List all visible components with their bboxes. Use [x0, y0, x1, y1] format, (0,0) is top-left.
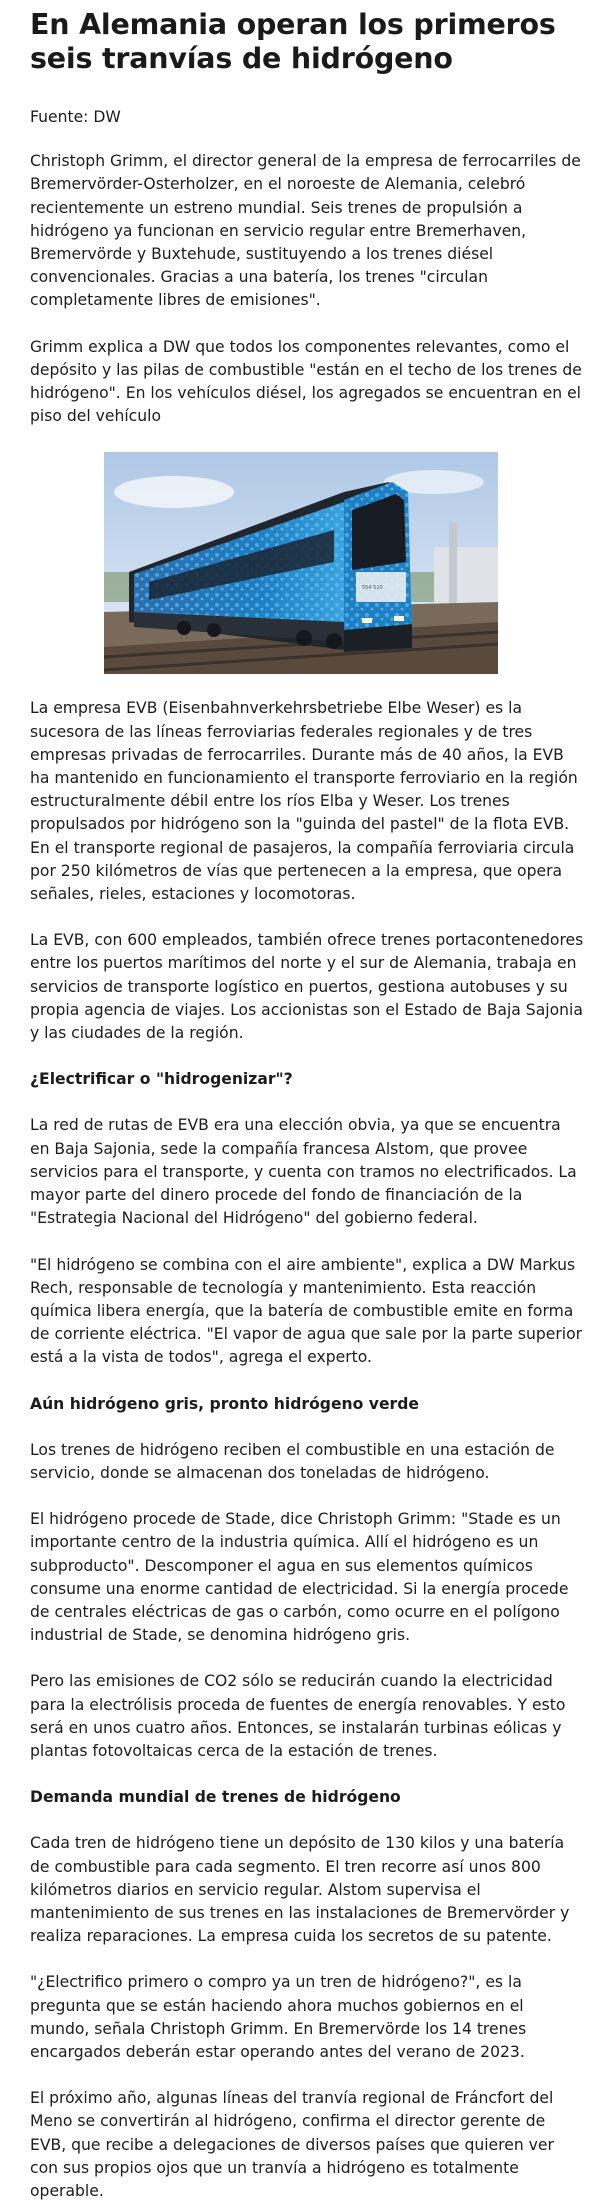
- article-paragraph: La empresa EVB (Eisenbahnverkehrsbetriebe Elbe Weser) es la sucesora de las líneas ferroviarias federales regionales y de tres empresas privadas de ferrocarriles. Durante más de 40 años, la EVB ha mantenido en funcionamiento el transporte ferroviario en la región estructuralmente débil entre los ríos Elba y Weser. Los trenes propulsados por hidrógeno son la "guinda del pastel" de la flota EVB. En el transporte regional de pasajeros, la compañía ferroviaria circula por 250 kilómetros de vías que pertenecen a la empresa, que opera señales, rieles, estaciones y locomotoras.: [30, 699, 578, 904]
- article-paragraph: Pero las emisiones de CO2 sólo se reducirán cuando la electricidad para la electrólisis proceda de fuentes de energía renovables. Y esto será en unos cuatro años. Entonces, se instalarán turbinas eólicas y plantas fotovoltaicas cerca de la estación de trenes.: [30, 1672, 566, 1760]
- article-paragraph: El próximo año, algunas líneas del tranvía regional de Fráncfort del Meno se convertirán al hidrógeno, confirma el director gerente de EVB, que recibe a delegaciones de diversos países que quieren ver con sus propios ojos que un tranvía a hidrógeno es totalmente operable.: [30, 2089, 554, 2200]
- article-title: En Alemania operan los primeros seis tranvías de hidrógeno: [30, 8, 556, 75]
- article-source: Fuente: DW: [30, 108, 121, 126]
- article-paragraph: El hidrógeno procede de Stade, dice Christoph Grimm: "Stade es un importante centro de la industria química. Allí el hidrógeno es un subproducto". Descomponer el agua en sus elementos químicos consume una enorme cantidad de electricidad. Si la energía procede de centrales eléctricas de gas o carbón, como ocurre en el polígono industrial de Stade, se denomina hidrógeno gris.: [30, 1510, 569, 1645]
- section-heading: Aún hidrógeno gris, pronto hidrógeno verde: [30, 1394, 419, 1413]
- article-paragraph: Los trenes de hidrógeno reciben el combustible en una estación de servicio, donde se almacenan dos toneladas de hidrógeno.: [30, 1440, 555, 1482]
- section-heading: Demanda mundial de trenes de hidrógeno: [30, 1788, 401, 1807]
- article-paragraph: La EVB, con 600 empleados, también ofrece trenes portacontenedores entre los puertos marítimos del norte y el sur de Alemania, trabaja en servicios de transporte logístico en puertos, gestiona autobuses y su propia agencia de viajes. Los accionistas son el Estado de Baja Sajonia y las ciudades de la región.: [30, 931, 584, 1043]
- article-paragraph: Grimm explica a DW que todos los componentes relevantes, como el depósito y las pilas de combustible "están en el techo de los trenes de hidrógeno". En los vehículos diésel, los agregados se encuentran en el piso del vehículo: [30, 337, 582, 426]
- article-paragraph: "¿Electrifico primero o compro ya un tren de hidrógeno?", es la pregunta que se están haciendo ahora muchos gobiernos en el mundo, señala Christoph Grimm. En Bremervörde los 14 trenes encargados deberán estar operando antes del verano de 2023.: [30, 1973, 527, 2061]
- article-paragraph: Christoph Grimm, el director general de la empresa de ferrocarriles de Bremervörder-Osterholzer, en el noroeste de Alemania, celebró recientemente un estreno mundial. Seis trenes de propulsión a hidrógeno ya funcionan en servicio regular entre Bremerhaven, Bremervörde y Buxtehude, sustituyendo a los trenes diésel convencionales. Gracias a una batería, los trenes "circulan completamente libres de emisiones".: [30, 152, 581, 310]
- article-paragraph: La red de rutas de EVB era una elección obvia, ya que se encuentra en Baja Sajonia, sede la compañía francesa Alstom, que provee servicios para el transporte, y cuenta con tramos no electrificados. La mayor parte del dinero procede del fondo de financiación de la "Estrategia Nacional del Hidrógeno" del gobierno federal.: [30, 1116, 577, 1228]
- train-number: 554 510: [362, 585, 383, 592]
- article-paragraph: "El hidrógeno se combina con el aire ambiente", explica a DW Markus Rech, responsable de tecnología y mantenimiento. Esta reacción química libera energía, que la batería de combustible emite en forma de corriente eléctrica. "El vapor de agua que sale por la parte superior está a la vista de todos", agrega el experto.: [30, 1255, 583, 1367]
- article-paragraph: Cada tren de hidrógeno tiene un depósito de 130 kilos y una batería de combustible para cada segmento. El tren recorre así unos 800 kilómetros diarios en servicio regular. Alstom supervisa el mantenimiento de sus trenes en las instalaciones de Bremervörder y realiza reparaciones. La empresa cuida los secretos de su patente.: [30, 1834, 570, 1946]
- section-heading: ¿Electrificar o "hidrogenizar"?: [30, 1070, 293, 1089]
- hydrogen-train-photo: [104, 452, 498, 674]
